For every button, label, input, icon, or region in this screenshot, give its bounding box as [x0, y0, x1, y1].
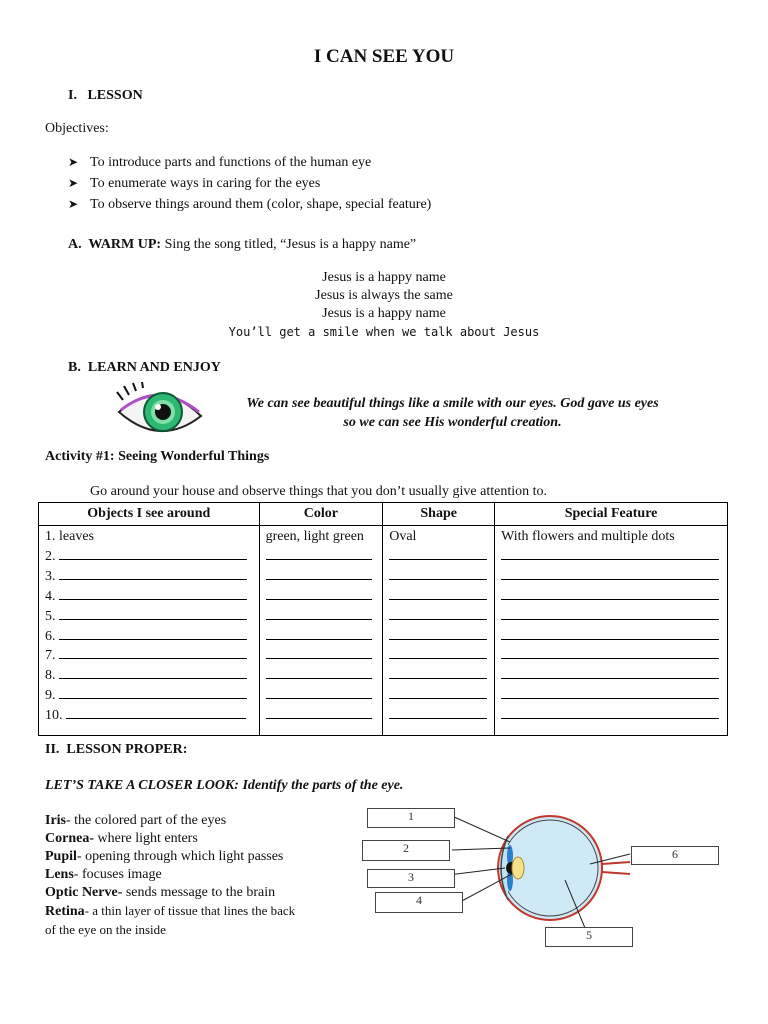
warm-up-label: A. WARM UP:: [68, 237, 162, 252]
lesson-proper-subheading: LET’S TAKE A CLOSER LOOK: Identify the parts of the eye.: [45, 778, 404, 793]
retina-continuation: of the eye on the inside: [45, 922, 166, 937]
feature-entry[interactable]: [501, 665, 721, 685]
feature-entry[interactable]: [501, 645, 721, 665]
col-header-shape: Shape: [383, 503, 495, 526]
object-entry[interactable]: 2.: [45, 546, 253, 566]
diagram-label-2[interactable]: 2: [362, 840, 450, 861]
object-entry[interactable]: 10.: [45, 705, 253, 725]
song-line: Jesus is a happy name: [322, 306, 446, 321]
shape-entry[interactable]: [389, 586, 488, 606]
feature-entry[interactable]: [501, 606, 721, 626]
color-entry[interactable]: [266, 626, 377, 646]
part-item: Lens- focuses image: [45, 867, 162, 882]
shape-column: [383, 526, 495, 736]
lesson-heading: I. LESSON: [68, 88, 143, 103]
object-entry[interactable]: 7.: [45, 645, 253, 665]
part-item: Retina- a thin layer of tissue that lines the back: [45, 903, 296, 919]
feature-entry[interactable]: [501, 546, 721, 566]
example-object: 1. leaves: [45, 529, 94, 544]
learn-quote: [215, 394, 690, 432]
object-entry[interactable]: 3.: [45, 566, 253, 586]
feature-entry[interactable]: [501, 626, 721, 646]
feature-entry[interactable]: [501, 705, 721, 725]
objects-column: [39, 526, 260, 736]
col-header-feature: Special Feature: [495, 503, 728, 526]
shape-entry[interactable]: [389, 705, 488, 725]
diagram-label-5[interactable]: 5: [545, 927, 633, 947]
object-entry[interactable]: 8.: [45, 665, 253, 685]
object-entry[interactable]: 9.: [45, 685, 253, 705]
song-line: Jesus is a happy name: [322, 270, 446, 285]
object-entry[interactable]: 4.: [45, 586, 253, 606]
page-title: I CAN SEE YOU: [313, 46, 455, 67]
color-entry[interactable]: [266, 606, 377, 626]
color-entry[interactable]: [266, 685, 377, 705]
diagram-label-1[interactable]: 1: [367, 808, 455, 828]
diagram-label-6[interactable]: 6: [631, 846, 719, 865]
part-item: Cornea- where light enters: [45, 831, 198, 846]
objective-item: ➤ To introduce parts and functions of the human eye: [90, 152, 431, 173]
shape-entry[interactable]: [389, 606, 488, 626]
objective-item: ➤ To enumerate ways in caring for the eyes: [90, 173, 431, 194]
eye-parts-list: [45, 812, 345, 939]
shape-entry[interactable]: [389, 566, 488, 586]
objectives-label: Objectives:: [45, 121, 109, 136]
col-header-color: Color: [259, 503, 383, 526]
diagram-label-4[interactable]: 4: [375, 892, 463, 913]
objectives-list: [68, 152, 432, 215]
arrow-bullet-icon: ➤: [68, 176, 79, 190]
quote-line: We can see beautiful things like a smile with our eyes. God gave us eyes: [246, 396, 659, 411]
color-entry[interactable]: [266, 546, 377, 566]
arrow-bullet-icon: ➤: [68, 155, 79, 169]
shape-entry[interactable]: [389, 546, 488, 566]
shape-entry[interactable]: [389, 685, 488, 705]
diagram-label-3[interactable]: 3: [367, 869, 455, 888]
example-shape: Oval: [389, 529, 417, 544]
warm-up-text: Sing the song titled, “Jesus is a happy name”: [161, 237, 417, 252]
color-entry[interactable]: [266, 705, 377, 725]
song-line: You’ll get a smile when we talk about Jesus: [228, 325, 540, 339]
feature-entry[interactable]: [501, 685, 721, 705]
part-item: Pupil- opening through which light passes: [45, 849, 284, 864]
color-entry[interactable]: [266, 586, 377, 606]
quote-line: so we can see His wonderful creation.: [343, 415, 562, 430]
feature-entry[interactable]: [501, 586, 721, 606]
lesson-proper-heading: II. LESSON PROPER:: [45, 742, 188, 757]
observation-table: [38, 502, 728, 736]
arrow-bullet-icon: ➤: [68, 197, 79, 211]
table-row: [39, 526, 728, 736]
part-item: Optic Nerve- sends message to the brain: [45, 885, 276, 900]
shape-entry[interactable]: [389, 626, 488, 646]
object-entry[interactable]: 5.: [45, 606, 253, 626]
feature-entry[interactable]: [501, 566, 721, 586]
song-lyrics: [0, 269, 768, 341]
eye-icon: [115, 382, 205, 444]
activity-title: Activity #1: Seeing Wonderful Things: [45, 449, 270, 464]
part-item: Iris- the colored part of the eyes: [45, 813, 227, 828]
color-column: [259, 526, 383, 736]
activity-instruction: Go around your house and observe things that you don’t usually give attention to.: [90, 484, 548, 499]
col-header-objects: Objects I see around: [39, 503, 260, 526]
example-feature: With flowers and multiple dots: [501, 529, 675, 544]
color-entry[interactable]: [266, 566, 377, 586]
color-entry[interactable]: [266, 645, 377, 665]
shape-entry[interactable]: [389, 645, 488, 665]
shape-entry[interactable]: [389, 665, 488, 685]
color-entry[interactable]: [266, 665, 377, 685]
song-line: Jesus is always the same: [315, 288, 453, 303]
example-color: green, light green: [265, 529, 364, 544]
objective-item: ➤ To observe things around them (color, shape, special feature): [90, 194, 431, 215]
object-entry[interactable]: 6.: [45, 626, 253, 646]
table-header-row: [39, 503, 728, 526]
learn-heading: B. LEARN AND ENJOY: [68, 360, 221, 375]
warm-up: [68, 237, 416, 253]
feature-column: [495, 526, 728, 736]
